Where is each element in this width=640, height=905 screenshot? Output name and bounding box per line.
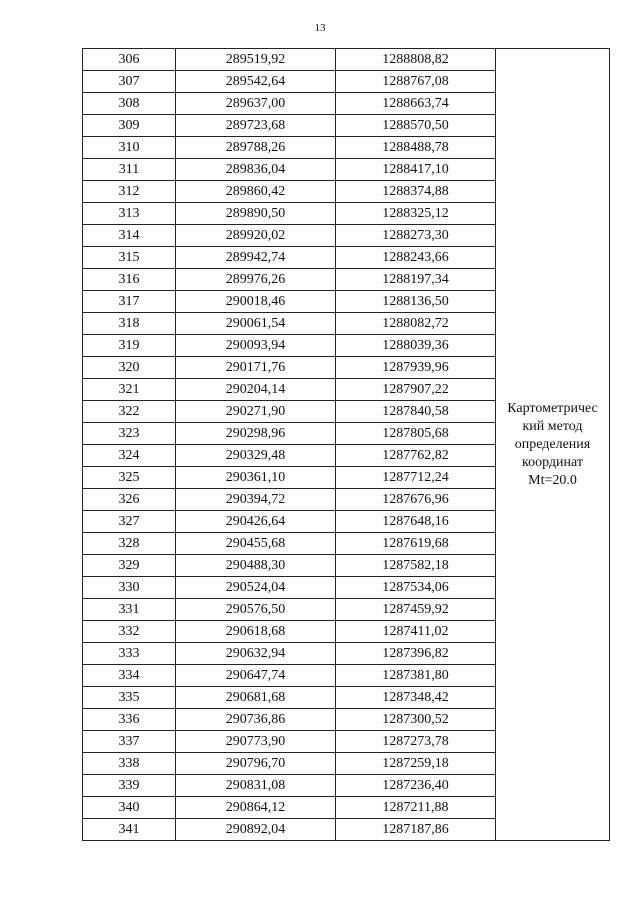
point-number-cell: 313 <box>83 203 176 225</box>
x-coordinate-cell: 289519,92 <box>176 49 336 71</box>
x-coordinate-cell: 290271,90 <box>176 401 336 423</box>
y-coordinate-cell: 1287411,02 <box>336 621 496 643</box>
x-coordinate-cell: 290632,94 <box>176 643 336 665</box>
method-note-line: кий метод <box>522 418 583 434</box>
y-coordinate-cell: 1287582,18 <box>336 555 496 577</box>
x-coordinate-cell: 289976,26 <box>176 269 336 291</box>
point-number-cell: 327 <box>83 511 176 533</box>
y-coordinate-cell: 1287211,88 <box>336 797 496 819</box>
point-number-cell: 318 <box>83 313 176 335</box>
x-coordinate-cell: 289890,50 <box>176 203 336 225</box>
y-coordinate-cell: 1287619,68 <box>336 533 496 555</box>
x-coordinate-cell: 290018,46 <box>176 291 336 313</box>
y-coordinate-cell: 1287300,52 <box>336 709 496 731</box>
y-coordinate-cell: 1287805,68 <box>336 423 496 445</box>
point-number-cell: 312 <box>83 181 176 203</box>
point-number-cell: 321 <box>83 379 176 401</box>
x-coordinate-cell: 290426,64 <box>176 511 336 533</box>
point-number-cell: 316 <box>83 269 176 291</box>
x-coordinate-cell: 290298,96 <box>176 423 336 445</box>
y-coordinate-cell: 1288197,34 <box>336 269 496 291</box>
y-coordinate-cell: 1287534,06 <box>336 577 496 599</box>
y-coordinate-cell: 1288767,08 <box>336 71 496 93</box>
x-coordinate-cell: 290773,90 <box>176 731 336 753</box>
point-number-cell: 306 <box>83 49 176 71</box>
x-coordinate-cell: 290831,08 <box>176 775 336 797</box>
y-coordinate-cell: 1287187,86 <box>336 819 496 841</box>
point-number-cell: 310 <box>83 137 176 159</box>
x-coordinate-cell: 290171,76 <box>176 357 336 379</box>
y-coordinate-cell: 1287762,82 <box>336 445 496 467</box>
method-note-line: координат <box>522 454 583 470</box>
point-number-cell: 330 <box>83 577 176 599</box>
y-coordinate-cell: 1288488,78 <box>336 137 496 159</box>
y-coordinate-cell: 1287236,40 <box>336 775 496 797</box>
x-coordinate-cell: 290736,86 <box>176 709 336 731</box>
x-coordinate-cell: 289637,00 <box>176 93 336 115</box>
y-coordinate-cell: 1287676,96 <box>336 489 496 511</box>
x-coordinate-cell: 289723,68 <box>176 115 336 137</box>
x-coordinate-cell: 290455,68 <box>176 533 336 555</box>
point-number-cell: 336 <box>83 709 176 731</box>
y-coordinate-cell: 1288417,10 <box>336 159 496 181</box>
method-note-line: определения <box>514 436 591 452</box>
method-note-line: Mt=20.0 <box>528 472 577 488</box>
x-coordinate-cell: 289860,42 <box>176 181 336 203</box>
point-number-cell: 307 <box>83 71 176 93</box>
x-coordinate-cell: 290061,54 <box>176 313 336 335</box>
coordinates-table <box>82 48 610 841</box>
point-number-cell: 339 <box>83 775 176 797</box>
point-number-cell: 335 <box>83 687 176 709</box>
point-number-cell: 319 <box>83 335 176 357</box>
point-number-cell: 317 <box>83 291 176 313</box>
y-coordinate-cell: 1288570,50 <box>336 115 496 137</box>
x-coordinate-cell: 290576,50 <box>176 599 336 621</box>
point-number-cell: 308 <box>83 93 176 115</box>
y-coordinate-cell: 1287712,24 <box>336 467 496 489</box>
y-coordinate-cell: 1287840,58 <box>336 401 496 423</box>
x-coordinate-cell: 290394,72 <box>176 489 336 511</box>
y-coordinate-cell: 1288136,50 <box>336 291 496 313</box>
point-number-cell: 338 <box>83 753 176 775</box>
x-coordinate-cell: 289836,04 <box>176 159 336 181</box>
x-coordinate-cell: 290647,74 <box>176 665 336 687</box>
point-number-cell: 326 <box>83 489 176 511</box>
point-number-cell: 332 <box>83 621 176 643</box>
y-coordinate-cell: 1287939,96 <box>336 357 496 379</box>
y-coordinate-cell: 1288325,12 <box>336 203 496 225</box>
method-note-cell <box>496 49 610 841</box>
point-number-cell: 323 <box>83 423 176 445</box>
point-number-cell: 314 <box>83 225 176 247</box>
point-number-cell: 322 <box>83 401 176 423</box>
point-number-cell: 341 <box>83 819 176 841</box>
y-coordinate-cell: 1287273,78 <box>336 731 496 753</box>
point-number-cell: 324 <box>83 445 176 467</box>
x-coordinate-cell: 290618,68 <box>176 621 336 643</box>
y-coordinate-cell: 1288082,72 <box>336 313 496 335</box>
method-note-line: Картометричес <box>507 400 598 416</box>
y-coordinate-cell: 1287381,80 <box>336 665 496 687</box>
x-coordinate-cell: 290093,94 <box>176 335 336 357</box>
x-coordinate-cell: 290892,04 <box>176 819 336 841</box>
y-coordinate-cell: 1287259,18 <box>336 753 496 775</box>
point-number-cell: 309 <box>83 115 176 137</box>
x-coordinate-cell: 289920,02 <box>176 225 336 247</box>
x-coordinate-cell: 289542,64 <box>176 71 336 93</box>
x-coordinate-cell: 290864,12 <box>176 797 336 819</box>
page-number: 13 <box>314 22 326 34</box>
x-coordinate-cell: 289942,74 <box>176 247 336 269</box>
point-number-cell: 325 <box>83 467 176 489</box>
y-coordinate-cell: 1288273,30 <box>336 225 496 247</box>
point-number-cell: 334 <box>83 665 176 687</box>
point-number-cell: 320 <box>83 357 176 379</box>
point-number-cell: 331 <box>83 599 176 621</box>
y-coordinate-cell: 1288243,66 <box>336 247 496 269</box>
point-number-cell: 333 <box>83 643 176 665</box>
coordinates-table-body <box>83 49 610 841</box>
point-number-cell: 311 <box>83 159 176 181</box>
x-coordinate-cell: 290796,70 <box>176 753 336 775</box>
x-coordinate-cell: 290204,14 <box>176 379 336 401</box>
y-coordinate-cell: 1287648,16 <box>336 511 496 533</box>
x-coordinate-cell: 290361,10 <box>176 467 336 489</box>
y-coordinate-cell: 1287459,92 <box>336 599 496 621</box>
table-row <box>83 49 610 71</box>
point-number-cell: 340 <box>83 797 176 819</box>
x-coordinate-cell: 290524,04 <box>176 577 336 599</box>
y-coordinate-cell: 1287396,82 <box>336 643 496 665</box>
y-coordinate-cell: 1288374,88 <box>336 181 496 203</box>
y-coordinate-cell: 1287348,42 <box>336 687 496 709</box>
point-number-cell: 315 <box>83 247 176 269</box>
x-coordinate-cell: 290329,48 <box>176 445 336 467</box>
point-number-cell: 329 <box>83 555 176 577</box>
point-number-cell: 328 <box>83 533 176 555</box>
x-coordinate-cell: 290681,68 <box>176 687 336 709</box>
point-number-cell: 337 <box>83 731 176 753</box>
x-coordinate-cell: 289788,26 <box>176 137 336 159</box>
y-coordinate-cell: 1288808,82 <box>336 49 496 71</box>
y-coordinate-cell: 1287907,22 <box>336 379 496 401</box>
y-coordinate-cell: 1288039,36 <box>336 335 496 357</box>
y-coordinate-cell: 1288663,74 <box>336 93 496 115</box>
x-coordinate-cell: 290488,30 <box>176 555 336 577</box>
